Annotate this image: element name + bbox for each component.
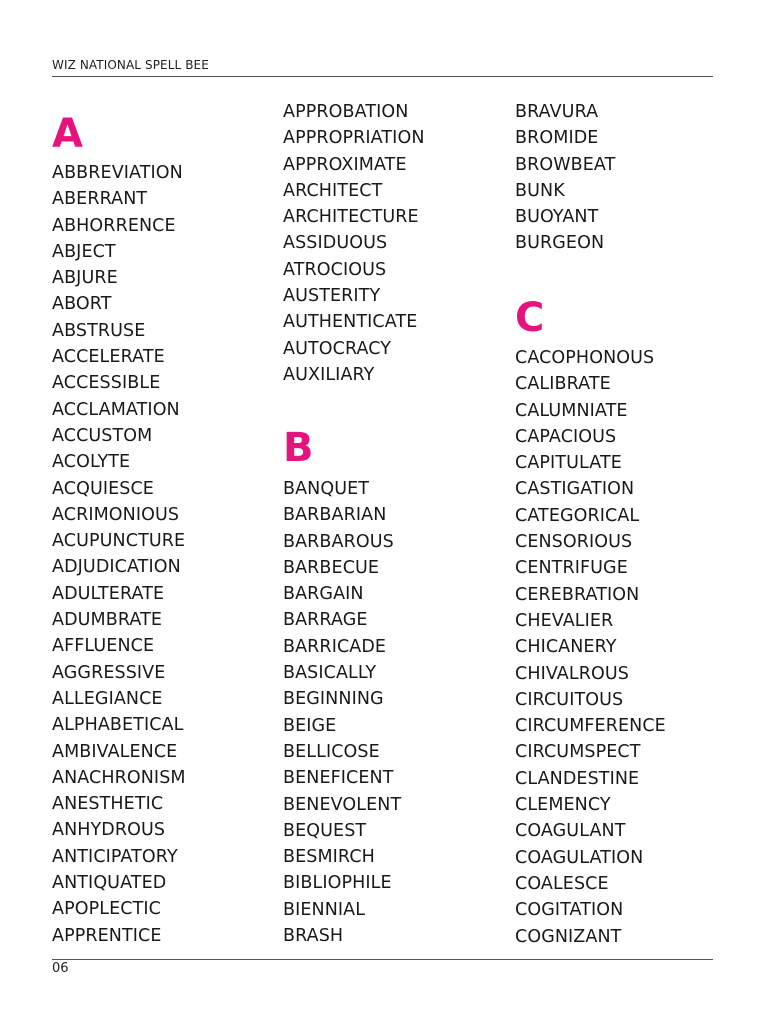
spelling-word: BEGINNING [283, 689, 384, 710]
spelling-word: BEIGE [283, 715, 337, 736]
spelling-word: ABHORRENCE [52, 215, 176, 236]
spelling-word: ACCLAMATION [52, 399, 180, 420]
spelling-word: BIENNIAL [283, 899, 366, 920]
spelling-word: ABORT [52, 294, 112, 315]
spelling-word: ANESTHETIC [52, 794, 164, 815]
spelling-word: ANTICIPATORY [52, 846, 178, 867]
spelling-word: CLEMENCY [515, 795, 611, 816]
spelling-word: ATROCIOUS [283, 259, 387, 280]
spelling-word: AGGRESSIVE [52, 662, 166, 683]
section-letter-c: C [515, 295, 545, 341]
spelling-word: AMBIVALENCE [52, 741, 178, 762]
spelling-word: CATEGORICAL [515, 505, 640, 526]
spelling-word: BIBLIOPHILE [283, 873, 392, 894]
spelling-word: CIRCUMSPECT [515, 742, 641, 763]
spelling-word: ACOLYTE [52, 452, 131, 473]
spelling-word: AUTOCRACY [283, 338, 392, 359]
spelling-word: COGNIZANT [515, 926, 622, 947]
spelling-word: BANQUET [283, 479, 370, 499]
spelling-word: BROWBEAT [515, 154, 616, 175]
word-list-a-col2 [283, 99, 425, 388]
spelling-word: BELLICOSE [283, 741, 380, 762]
spelling-word: CENSORIOUS [515, 532, 633, 553]
spelling-word: CHEVALIER [515, 610, 614, 631]
spelling-word: ACRIMONIOUS [52, 504, 180, 525]
word-list-c-col3 [515, 345, 666, 950]
spelling-word: BARBECUE [283, 557, 380, 578]
spelling-word: ANACHRONISM [52, 767, 186, 788]
spelling-word: BARRICADE [283, 636, 387, 657]
spelling-word: APPROXIMATE [283, 154, 407, 175]
spelling-word: CACOPHONOUS [515, 348, 655, 368]
spelling-word: ACCUSTOM [52, 425, 153, 446]
spelling-word: ALLEGIANCE [52, 688, 163, 709]
spelling-word: CASTIGATION [515, 479, 635, 500]
spelling-word: APPROPRIATION [283, 128, 425, 149]
spelling-word: CEREBRATION [515, 584, 640, 605]
spelling-word: CALIBRATE [515, 374, 611, 395]
spelling-word: ARCHITECT [283, 180, 383, 201]
spelling-word: APPROBATION [283, 102, 409, 122]
spelling-word: BENEFICENT [283, 768, 394, 789]
spelling-word: COAGULANT [515, 821, 626, 842]
spelling-word: BARRAGE [283, 610, 368, 631]
spelling-word: CHICANERY [515, 637, 617, 658]
spelling-word: BUOYANT [515, 207, 599, 228]
page-header-title: WIZ NATIONAL SPELL BEE [52, 58, 209, 72]
spelling-word: CALUMNIATE [515, 400, 628, 421]
spelling-word: BASICALLY [283, 663, 377, 684]
spelling-word: AFFLUENCE [52, 636, 155, 657]
footer-divider [52, 959, 713, 960]
spelling-word: BURGEON [515, 233, 605, 254]
spelling-word: COALESCE [515, 873, 609, 894]
spelling-word: AUXILIARY [283, 364, 375, 385]
spelling-word: ANHYDROUS [52, 820, 166, 841]
spelling-word: CAPACIOUS [515, 426, 617, 447]
spelling-word: ABJURE [52, 268, 118, 289]
spelling-word: ANTIQUATED [52, 873, 167, 894]
spelling-word: ABJECT [52, 241, 116, 262]
word-list-a-col1 [52, 160, 186, 949]
page-number: 06 [52, 961, 69, 976]
spelling-word: BARBARIAN [283, 505, 387, 526]
spelling-word: ACCELERATE [52, 347, 165, 368]
spelling-word: ADJUDICATION [52, 557, 181, 578]
spelling-word: ABSTRUSE [52, 320, 146, 341]
spelling-word: ACUPUNCTURE [52, 531, 186, 552]
spelling-word: ABERRANT [52, 189, 148, 210]
spelling-word: BRAVURA [515, 102, 599, 122]
spelling-word: BARGAIN [283, 584, 364, 605]
spelling-word: BRASH [283, 926, 344, 947]
spelling-word: BARBAROUS [283, 531, 394, 552]
section-letter-b: B [283, 425, 314, 471]
spelling-word: ALPHABETICAL [52, 715, 184, 736]
header-divider [52, 76, 713, 77]
spelling-word: CLANDESTINE [515, 768, 640, 789]
spelling-word: ADUMBRATE [52, 610, 163, 631]
word-list-b-col2 [283, 476, 401, 949]
spelling-word: ARCHITECTURE [283, 207, 419, 228]
spelling-word: ACCESSIBLE [52, 373, 161, 394]
spelling-word: BESMIRCH [283, 847, 375, 868]
spelling-word: BENEVOLENT [283, 794, 402, 815]
spelling-word: COGITATION [515, 900, 624, 921]
spelling-word: CAPITULATE [515, 453, 622, 474]
spelling-word: ADULTERATE [52, 583, 165, 604]
spelling-word: COAGULATION [515, 847, 644, 868]
spelling-word: CIRCUITOUS [515, 689, 624, 710]
spelling-word: BEQUEST [283, 820, 367, 841]
spelling-word: CHIVALROUS [515, 663, 629, 684]
spelling-word: CIRCUMFERENCE [515, 716, 666, 737]
spelling-word: ACQUIESCE [52, 478, 154, 499]
spelling-word: APOPLECTIC [52, 899, 161, 920]
spelling-word: BROMIDE [515, 128, 599, 149]
spelling-word: BUNK [515, 180, 565, 201]
spelling-word: CENTRIFUGE [515, 558, 628, 579]
word-list-b-col3 [515, 99, 615, 257]
section-letter-a: A [52, 111, 83, 157]
spelling-word: AUTHENTICATE [283, 312, 418, 333]
spelling-word: ABBREVIATION [52, 163, 183, 183]
spelling-word: AUSTERITY [283, 286, 381, 307]
spelling-word: ASSIDUOUS [283, 233, 388, 254]
spelling-word: APPRENTICE [52, 925, 162, 946]
